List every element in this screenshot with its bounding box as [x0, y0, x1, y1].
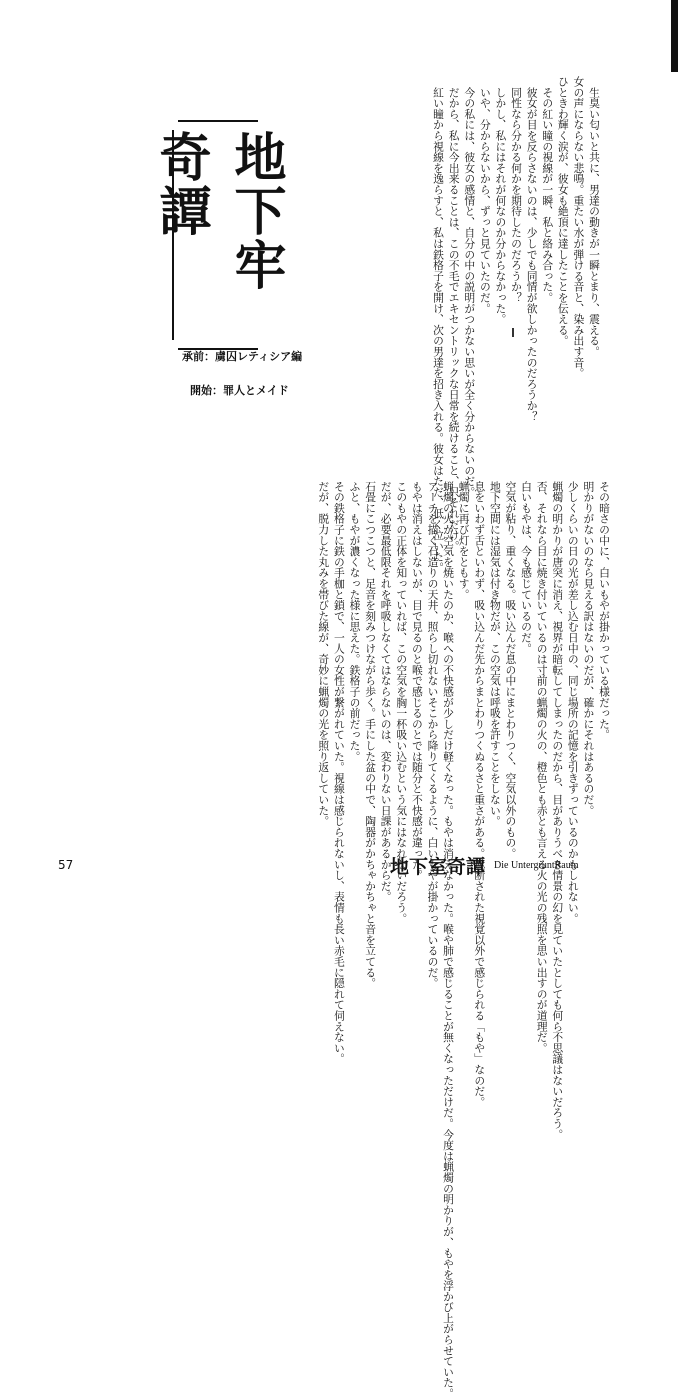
text-line: 否、それなら目に焼き付いているのは寸前の蝋燭の火の、橙色とも赤とも言える火の光の残照を思い出すのが道理だ。	[535, 470, 549, 1054]
title-rule-top	[178, 120, 258, 122]
text-line: 息をいわず舌といわず、吸い込んだ先からまとわりつくぬるさと重さがある。遮断された視覚以外で感じられる「もや」なのだ。	[473, 470, 487, 1108]
text-line: その暗さの中に、白いもやが掛かっている様だった。	[598, 470, 611, 740]
text-line: だから、私に今出来ることは、この不毛でエキセントリックな日常を続けること、只それだけ。	[447, 76, 461, 552]
text-line: アーチを描く石造りの天井、照らし切れないそこから降りてくるように、白いもやが掛かっているのだ。	[426, 470, 440, 989]
text-line: その鉄格子に鉄の手枷と鎖で、一人の女性が繋がれていた。視線は感じられないし、表情も長い赤毛に隠れて伺えない。	[332, 470, 346, 1064]
text-line: 少しくらいの日の光が差し込む日中の、同じ場所の記憶を引きずっているのかもしれない。	[566, 470, 580, 924]
story-title: 地下牢奇譚	[150, 130, 286, 292]
text-line: 紅い瞳から視線を逸らすと、私は鉄格子を開け、次の男達を招き入れる。彼女はただ、低く泣いた。	[432, 76, 446, 573]
text-line: もやは消えはしないが、目で見るのと喉で感じるのとでは随分と不快感が違った。	[410, 470, 424, 881]
subtitle-previous: 承前：虜囚レティシア編	[182, 350, 303, 363]
running-header-latin: Die UntergruntRaum	[494, 860, 579, 871]
text-line: 蝋燭に再び灯をともす。	[457, 470, 471, 600]
text-line: いや、分からないから、ずっと見ていたのだ。	[478, 76, 492, 314]
text-line: このもやの正体を知っていれば、この空気を胸一杯吸い込むという気にはなれないだろう。	[395, 470, 409, 924]
text-line: だが、脱力した丸みを帯びた線が、奇妙に蝋燭の光を照り返していた。	[317, 470, 331, 827]
text-line: 女の声にならない悲鳴。重たい水が弾ける音と、染み出す音。	[572, 76, 586, 379]
text-line: 石畳にこつこつと、足音を刻みつけながら歩く。手にした盆の中で、陶器がかちゃかちゃと音を立てる。	[364, 470, 378, 989]
title-block	[150, 120, 286, 350]
text-line: ふと、もやが濃くなった様に思えた。鉄格子の前だった。	[348, 470, 362, 762]
text-line: 同性なら分かる何かを期待したのだろうか？	[510, 76, 524, 303]
page-edge-mark	[671, 0, 678, 72]
text-line: 生臭い匂いと共に、男達の動きが一瞬とまり、震える。	[588, 76, 601, 357]
text-line: 明かりがないのなら見える訳はないのだが、確かにそれはあるのだ。	[582, 470, 596, 816]
text-line: その紅い瞳の視線が一瞬、私と絡み合った。	[541, 76, 555, 303]
text-line: 地下空間には湿気は付き物だが、この空気は呼吸を許すことをしない。	[488, 470, 502, 827]
text-line: ひときわ輝く涙が、彼女も絶頂に達したことを伝える。	[556, 76, 570, 346]
text-line: 蝋燭の明かりが唐突に消え、視界が暗転してしまったのだから、目がありうべき情景の幻を見ていたとしても何ら不思議はないだろう。	[551, 470, 565, 1140]
text-line: 彼女が目を反らさないのは、少しでも同情が欲しかったのだろうか？	[525, 76, 539, 422]
text-line: 白いもやは、今も感じているのだ。	[520, 470, 534, 654]
text-line: 空気が粘り、重くなる。吸い込んだ息の中にまとわりつく、空気以外のもの。	[504, 470, 518, 859]
text-line: 今の私には、彼女の感情と、自分の中の説明がつかない思いが全く分からないのだ。	[463, 76, 477, 498]
text-line: だが、必要最低限それを呼吸しなくてはならないのは、変わりない日課があるからだ。	[379, 470, 393, 902]
text-line: しかし、私にはそれが何なのか分からなかった。	[494, 76, 508, 325]
subtitle-start: 開始：罪人とメイド	[190, 384, 289, 397]
stray-mark	[512, 328, 514, 337]
page-number: 57	[58, 858, 74, 872]
text-line: 蝋燭の火が空気を焼いたのか、喉への不快感が少しだけ軽くなった。もやは消えなかった。喉や肺で感じることが無くなっただけだ。今度は蝋燭の明かりが、もやを浮かび上がらせていた。	[442, 470, 456, 1399]
running-header-title: 地下室奇譚	[390, 856, 486, 878]
